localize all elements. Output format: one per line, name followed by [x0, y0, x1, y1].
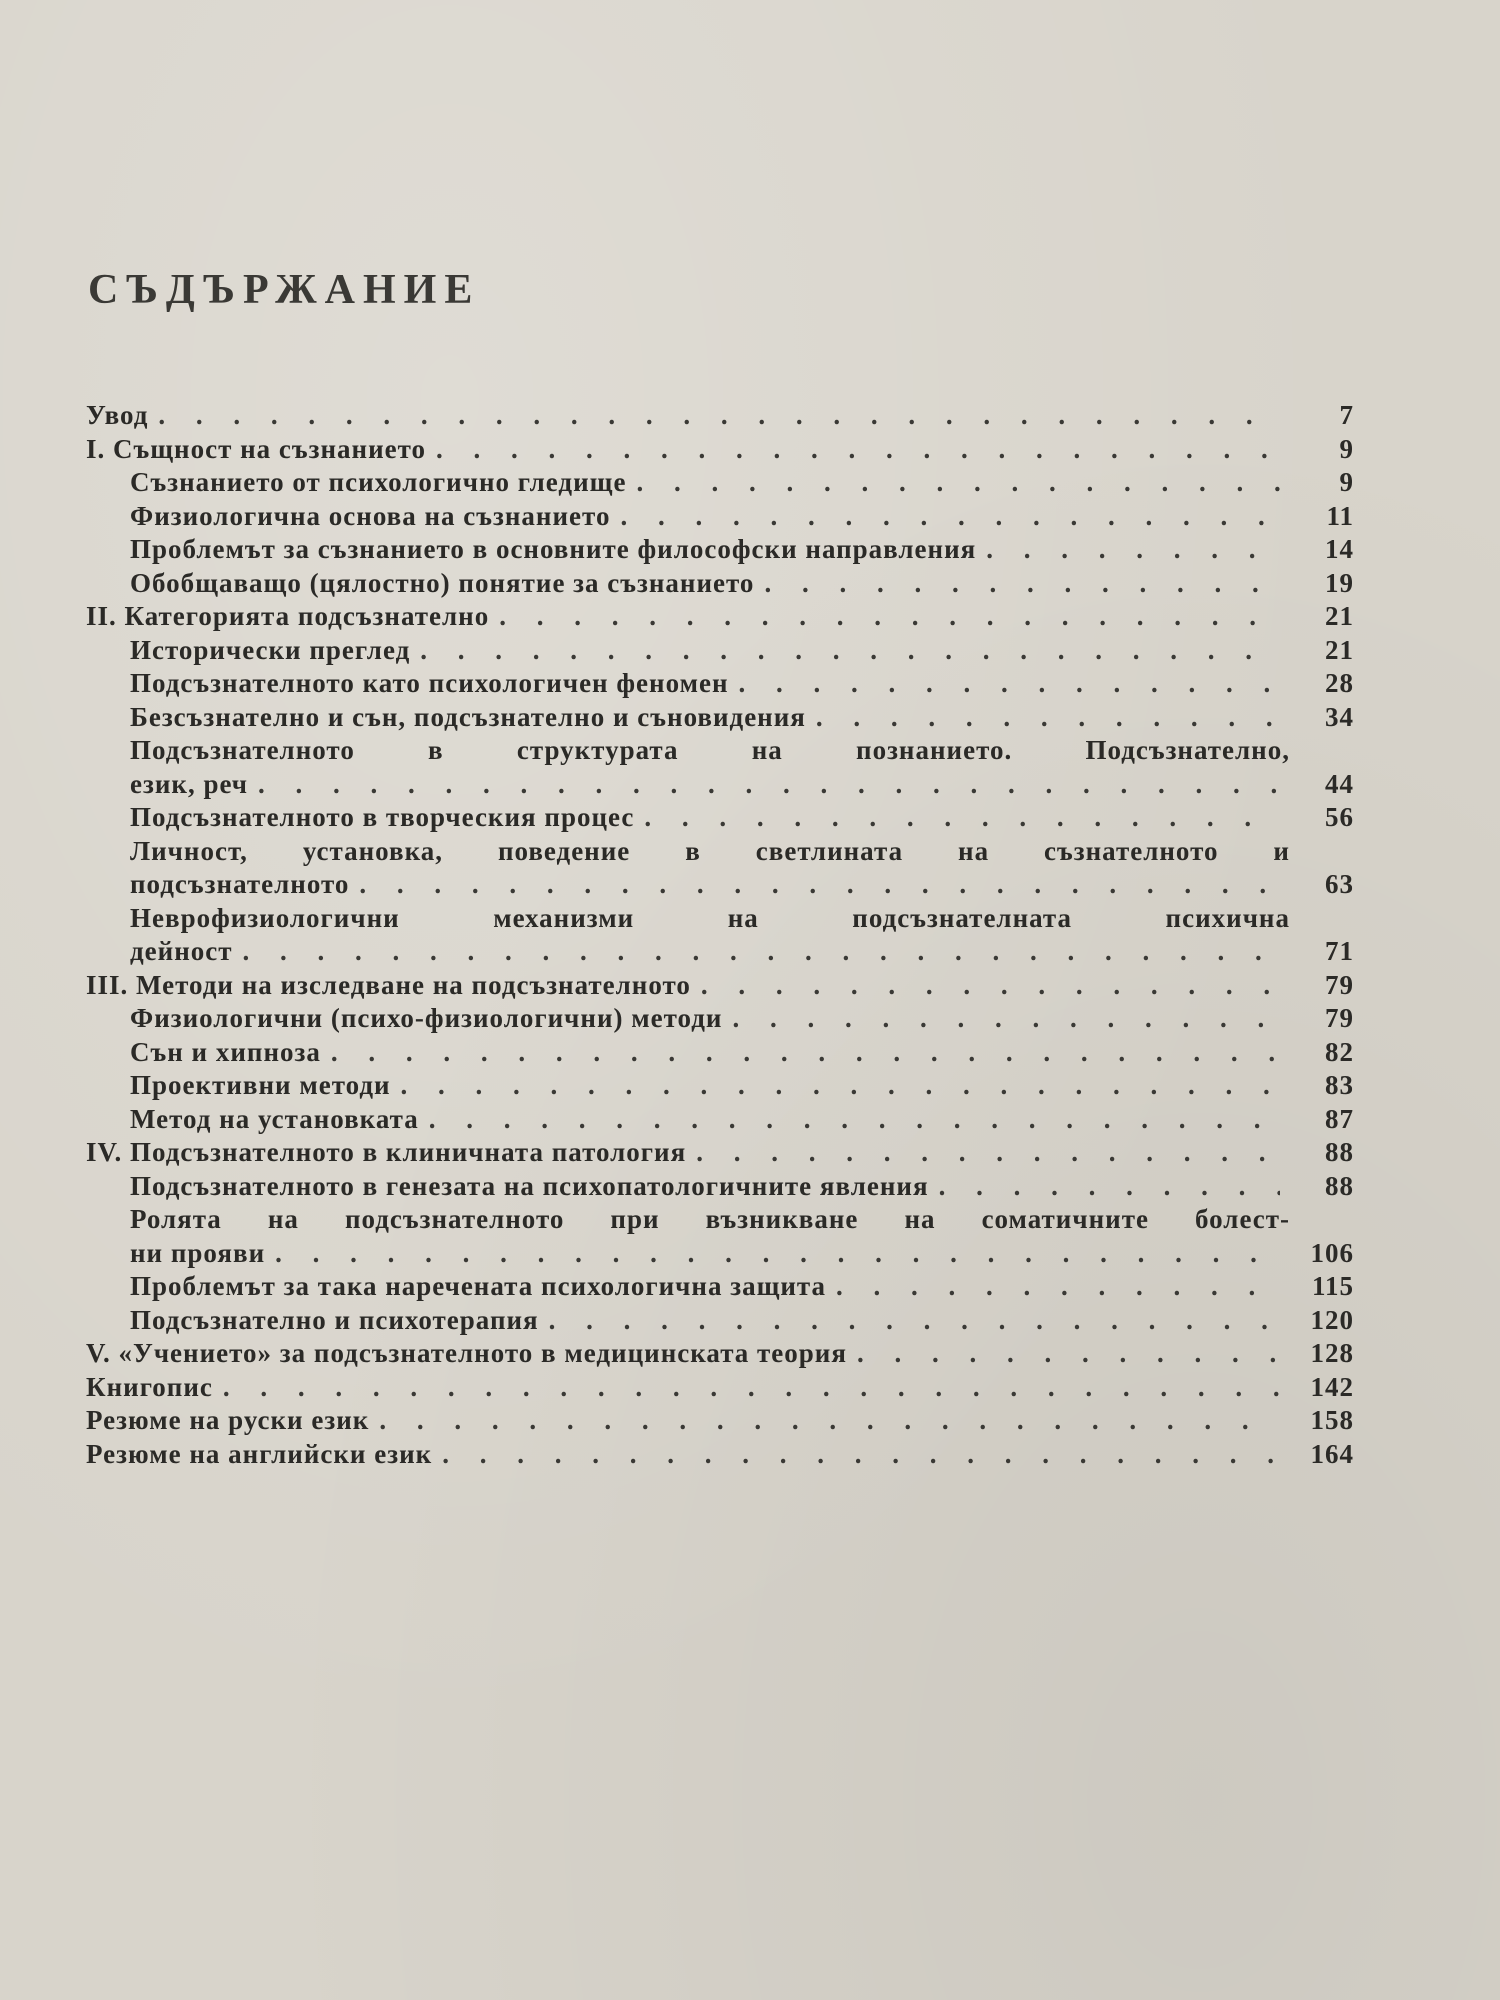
toc-page-number: 28	[1325, 668, 1354, 698]
toc-entry	[86, 467, 1354, 501]
toc-entry	[86, 735, 1354, 769]
toc-entry-title: Подсъзнателното като психологичен феномен	[130, 668, 729, 698]
toc-dot-leader	[636, 467, 1280, 498]
toc-dot-leader	[436, 434, 1280, 465]
toc-entry-title: Безсъзнателно и сън, подсъзнателно и съновидения	[130, 701, 806, 732]
toc-entry-title: Личност, установка, поведение в светлината на съзнателното и	[130, 835, 1290, 866]
toc-entry	[86, 1137, 1354, 1171]
toc-entry-title: I. Същност на съзнанието	[86, 433, 427, 464]
toc-entry	[86, 1003, 1354, 1037]
toc-entry	[86, 869, 1354, 903]
toc-page-number: 87	[1325, 1103, 1354, 1134]
toc-page-number: 9	[1339, 433, 1354, 464]
toc-entry-title: ни прояви	[130, 1237, 266, 1268]
toc-entry	[86, 400, 1354, 434]
toc-dot-leader	[732, 1003, 1280, 1034]
page-title: СЪДЪРЖАНИЕ	[88, 267, 481, 313]
toc-dot-leader	[223, 1372, 1280, 1403]
toc-entry	[86, 836, 1354, 870]
toc-entry-title: V. «Учението» за подсъзнателното в медицинската теория	[86, 1338, 847, 1368]
toc-entry-title: Подсъзнателното в генезата на психопатологичните явления	[130, 1170, 929, 1201]
toc-dot-leader	[429, 1104, 1280, 1135]
toc-entry	[86, 702, 1354, 736]
toc-entry-title: Съзнанието от психологично гледище	[130, 467, 627, 497]
toc-dot-leader	[158, 400, 1280, 431]
toc-entry-title: Неврофизиологични механизми на подсъзнателната психична	[130, 902, 1290, 933]
toc-page-number: 56	[1325, 802, 1354, 832]
toc-dot-leader	[701, 970, 1280, 1001]
toc-entry-title: IV. Подсъзнателното в клиничната патология	[86, 1137, 687, 1167]
toc-entry-title: Физиологична основа на съзнанието	[130, 500, 611, 531]
toc-dot-leader	[549, 1305, 1280, 1336]
toc-dot-leader	[764, 568, 1280, 599]
toc-dot-leader	[243, 936, 1280, 967]
toc-entry	[86, 1070, 1354, 1104]
toc-page-number: 63	[1325, 869, 1354, 899]
toc-page-number: 128	[1310, 1338, 1354, 1368]
toc-entry	[86, 601, 1354, 635]
toc-page-number: 21	[1325, 634, 1354, 665]
toc-page-number: 9	[1339, 467, 1354, 497]
toc-entry-title: III. Методи на изследване на подсъзнателното	[86, 969, 691, 1000]
toc-dot-leader	[986, 534, 1280, 565]
toc-entry	[86, 1238, 1354, 1272]
toc-entry	[86, 936, 1354, 970]
toc-entry-title: Подсъзнателното в творческия процес	[130, 802, 635, 832]
toc-page-number: 44	[1325, 768, 1354, 799]
toc-dot-leader	[401, 1070, 1280, 1101]
toc-entry	[86, 1037, 1354, 1071]
toc-page-number: 71	[1325, 936, 1354, 966]
toc-entry	[86, 568, 1354, 602]
toc-page-number: 164	[1310, 1438, 1354, 1469]
toc-dot-leader	[644, 802, 1280, 833]
toc-entry-title: Метод на установката	[130, 1103, 419, 1134]
toc-dot-leader	[359, 869, 1280, 900]
toc-entry-title: Книгопис	[86, 1371, 213, 1402]
toc-page-number: 120	[1310, 1304, 1354, 1335]
toc-entry	[86, 1372, 1354, 1406]
table-of-contents	[86, 400, 1354, 1472]
toc-entry	[86, 769, 1354, 803]
toc-page-number: 106	[1310, 1237, 1354, 1268]
toc-entry-title: Исторически преглед	[130, 634, 411, 665]
toc-dot-leader	[331, 1037, 1280, 1068]
toc-entry-title: Проблемът за така наречената психологична защита	[130, 1271, 827, 1301]
toc-entry-title: Подсъзнателното в структурата на познанието. Подсъзнателно,	[130, 735, 1290, 765]
toc-entry-title: Проблемът за съзнанието в основните философски направления	[130, 534, 977, 564]
toc-page-number: 158	[1310, 1405, 1354, 1435]
toc-entry-title: Резюме на руски език	[86, 1405, 370, 1435]
toc-page-number: 115	[1311, 1271, 1354, 1301]
toc-page-number: 34	[1325, 701, 1354, 732]
toc-entry-title: дейност	[130, 936, 233, 966]
toc-entry	[86, 668, 1354, 702]
toc-entry	[86, 1271, 1354, 1305]
toc-page-number: 142	[1310, 1371, 1354, 1402]
toc-page-number: 79	[1325, 1003, 1354, 1033]
toc-dot-leader	[379, 1405, 1280, 1436]
toc-page-number: 79	[1325, 969, 1354, 1000]
toc-entry-title: Подсъзнателно и психотерапия	[130, 1304, 539, 1335]
toc-entry-title: Физиологични (психо-физиологични) методи	[130, 1003, 723, 1033]
toc-entry-title: език, реч	[130, 768, 249, 799]
toc-dot-leader	[499, 601, 1280, 632]
toc-page-number: 11	[1326, 500, 1354, 531]
toc-entry	[86, 434, 1354, 468]
toc-page-number: 83	[1325, 1070, 1354, 1100]
toc-entry-title: Обобщаващо (цялостно) понятие за съзнанието	[130, 567, 755, 598]
toc-dot-leader	[696, 1137, 1280, 1168]
toc-entry	[86, 1104, 1354, 1138]
toc-entry-title: Резюме на английски език	[86, 1438, 433, 1469]
toc-entry	[86, 1305, 1354, 1339]
toc-entry-title: II. Категорията подсъзнателно	[86, 601, 490, 631]
toc-entry	[86, 970, 1354, 1004]
toc-dot-leader	[739, 668, 1280, 699]
toc-entry-title: Увод	[86, 400, 149, 430]
toc-dot-leader	[275, 1238, 1280, 1269]
toc-dot-leader	[836, 1271, 1280, 1302]
toc-entry-title: Сън и хипноза	[130, 1036, 321, 1067]
toc-entry	[86, 1439, 1354, 1473]
toc-dot-leader	[857, 1338, 1280, 1369]
toc-entry-title: Проективни методи	[130, 1070, 391, 1100]
toc-page-number: 21	[1325, 601, 1354, 631]
toc-page-number: 88	[1325, 1137, 1354, 1167]
toc-entry-title: подсъзнателното	[130, 869, 350, 899]
toc-page-number: 7	[1339, 400, 1354, 430]
toc-dot-leader	[442, 1439, 1280, 1470]
toc-dot-leader	[816, 702, 1280, 733]
toc-entry	[86, 1405, 1354, 1439]
toc-dot-leader	[420, 635, 1280, 666]
toc-entry	[86, 501, 1354, 535]
toc-entry-title: Ролята на подсъзнателното при възникване на соматичните болест-	[130, 1204, 1290, 1234]
toc-entry	[86, 1204, 1354, 1238]
toc-entry	[86, 534, 1354, 568]
toc-page-number: 82	[1325, 1036, 1354, 1067]
toc-dot-leader	[258, 769, 1280, 800]
toc-entry	[86, 1171, 1354, 1205]
toc-page-number: 14	[1325, 534, 1354, 564]
toc-dot-leader	[620, 501, 1280, 532]
toc-entry	[86, 1338, 1354, 1372]
toc-entry	[86, 635, 1354, 669]
toc-page-number: 19	[1325, 567, 1354, 598]
toc-entry	[86, 903, 1354, 937]
toc-page-number: 88	[1325, 1170, 1354, 1201]
toc-entry	[86, 802, 1354, 836]
toc-dot-leader	[939, 1171, 1280, 1202]
